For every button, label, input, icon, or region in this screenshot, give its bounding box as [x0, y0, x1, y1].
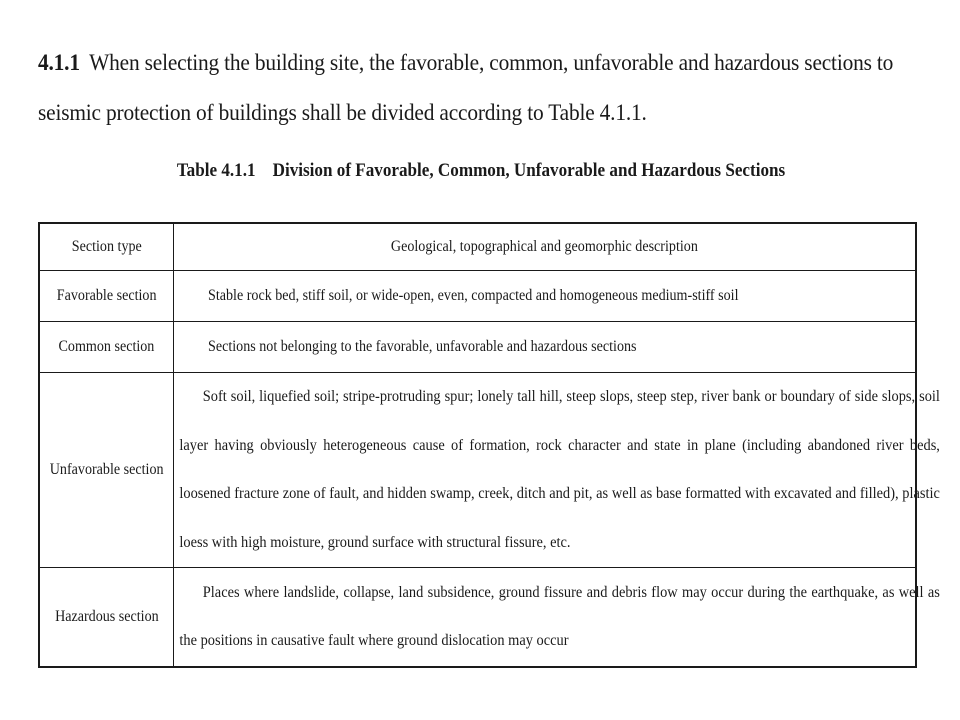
table-header-row: [39, 223, 916, 271]
header-label-section-type: Section type: [71, 238, 142, 255]
clause-number: 4.1.1: [38, 50, 80, 75]
description-favorable: Stable rock bed, stiff soil, or wide-open, even, compacted and homogeneous medium-stiff soil: [208, 287, 739, 304]
section-type-cell: [39, 568, 174, 668]
section-type-hazardous: Hazardous section: [54, 608, 159, 625]
description-hazardous: Places where landslide, collapse, land subsidence, ground fissure and debris flow may occur during the earthquake, as well as the positions in causative fault where ground dislocation may occur: [179, 583, 940, 649]
section-type-cell: [39, 271, 174, 322]
table-row: [39, 271, 916, 322]
section-type-cell: [39, 322, 174, 373]
description-unfavorable: Soft soil, liquefied soil; stripe-protruding spur; lonely tall hill, steep slops, steep step, river bank or boundary of side slops, soil layer having obviously heterogeneous cause of formation, rock character and state in plane (including abandoned river beds, loosened fracture zone of fault, and hidden swamp, creek, ditch and pit, as well as base formatted with excavated and filled), plastic loess with high moisture, ground surface with structural fissure, etc.: [179, 388, 940, 551]
description-cell: [174, 271, 917, 322]
table-row: [39, 373, 916, 568]
description-common: Sections not belonging to the favorable, unfavorable and hazardous sections: [208, 338, 637, 355]
clause-paragraph: [38, 38, 923, 138]
section-division-table: [38, 222, 940, 668]
section-type-common: Common section: [58, 338, 155, 355]
section-type-favorable: Favorable section: [56, 287, 157, 304]
clause-text: When selecting the building site, the favorable, common, unfavorable and hazardous sections to seismic protection of buildings shall be divided according to Table 4.1.1.: [38, 50, 894, 125]
header-cell-section-type: [39, 223, 174, 271]
description-cell: [174, 373, 940, 568]
header-cell-description: [174, 223, 917, 271]
table-row: [39, 322, 916, 373]
section-type-unfavorable: Unfavorable section: [49, 461, 164, 478]
description-unfavorable-block: [174, 373, 945, 567]
section-type-cell: [39, 373, 174, 568]
header-label-description: Geological, topographical and geomorphic description: [391, 238, 698, 255]
table-caption: Table 4.1.1 Division of Favorable, Common, Unfavorable and Hazardous Sections: [176, 160, 786, 181]
description-cell: [174, 322, 917, 373]
description-hazardous-block: [174, 569, 945, 666]
table-row: [39, 568, 916, 668]
description-cell: [174, 568, 940, 668]
